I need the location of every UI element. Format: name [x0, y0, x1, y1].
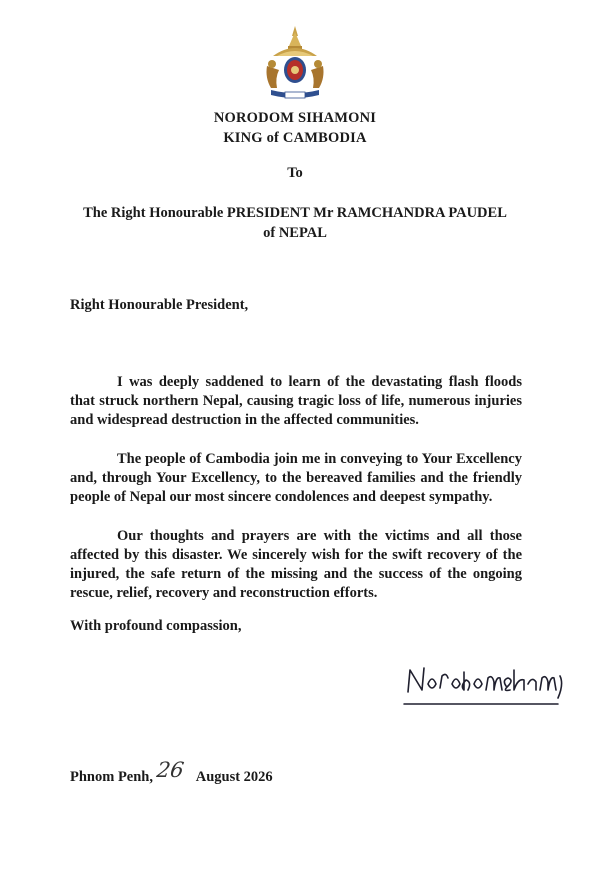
sender-name: NORODOM SIHAMONI: [213, 110, 377, 126]
addressee-line-1: The Right Honourable PRESIDENT Mr RAMCHANDRA PAUDEL: [83, 205, 507, 221]
date-day: 26: [155, 758, 186, 782]
sender-title: KING of CAMBODIA: [223, 130, 367, 146]
to-label: To: [287, 165, 303, 181]
date-place: Phnom Penh,: [70, 769, 153, 785]
paragraph-2: The people of Cambodia join me in conveying to Your Excellency and, through Your Excellency, to the bereaved families and the friendly people of Nepal our most sincere condolences and deepest sympathy.: [70, 451, 522, 505]
date-line: [70, 758, 273, 786]
signature: [398, 650, 568, 710]
date-month-year: August 2026: [195, 769, 273, 785]
addressee-line-2: of NEPAL: [263, 225, 327, 241]
paragraph-1: I was deeply saddened to learn of the devastating flash floods that struck northern Nepal, causing tragic loss of life, numerous injuries and widespread destruction in the affected communities.: [70, 374, 522, 428]
closing: With profound compassion,: [70, 618, 242, 634]
royal-coat-of-arms-icon: [263, 26, 327, 102]
paragraph-3: Our thoughts and prayers are with the victims and all those affected by this disaster. We sincerely wish for the swift recovery of the injured, the safe return of the missing and the success of the ongoing rescue, relief, recovery and reconstruction efforts.: [70, 528, 522, 601]
salutation: Right Honourable President,: [70, 297, 249, 313]
